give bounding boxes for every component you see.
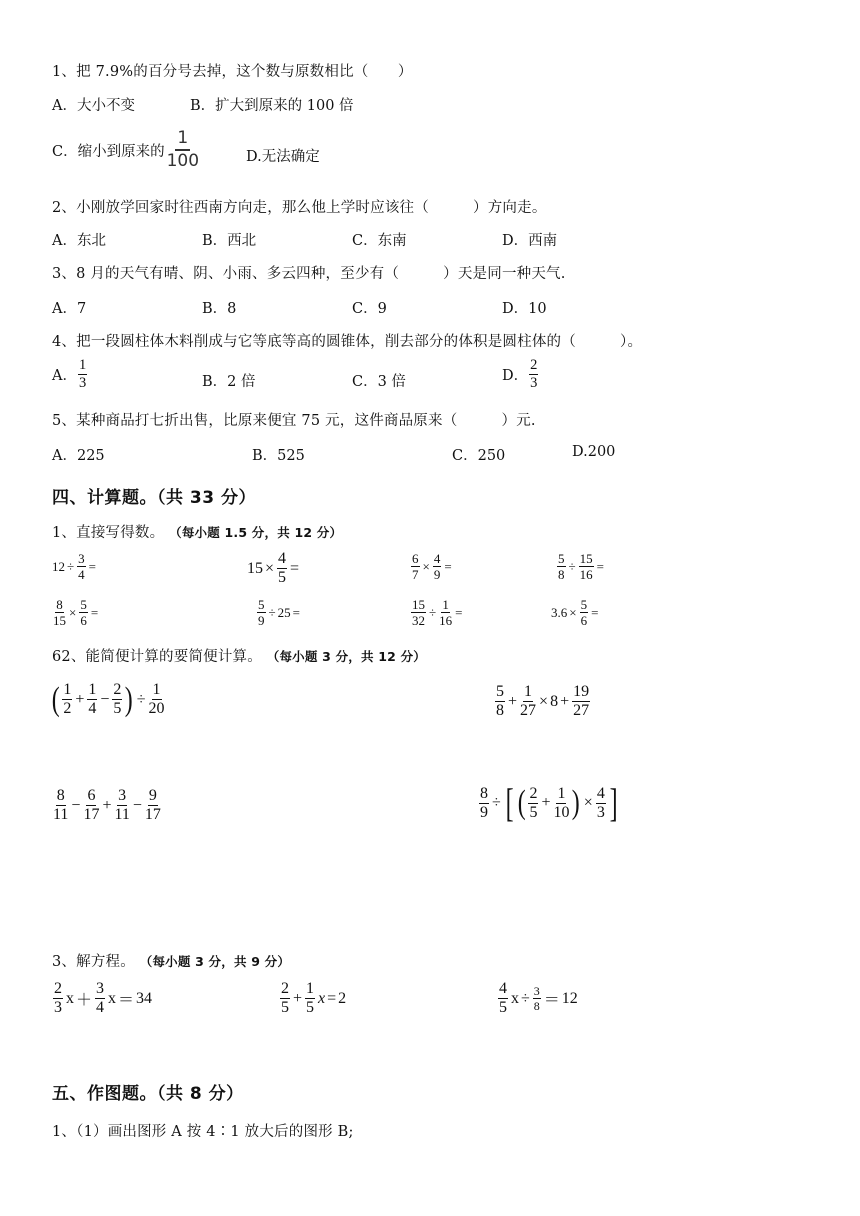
- q2-option-d: D．西南: [502, 233, 558, 249]
- part2-title-text: 62、能简便计算的要简便计算。: [52, 649, 262, 665]
- part3-title: [52, 950, 290, 971]
- q1-option-a: A．大小不变: [52, 98, 135, 114]
- calc-item-5: $\frac{8}{15}$ × $\frac{5}{6}$ =: [53, 597, 99, 628]
- simplify-item-4: $\frac{8}{9}$ ÷ [ ( $\frac{2}{5}$ + $\frac{1}{10}$ ) × $\frac{4}{3}$ ]: [480, 780, 618, 825]
- q4-option-b: B．2 倍: [202, 374, 256, 390]
- q4-stem: 4、把一段圆柱体木料削成与它等底等高的圆锥体，削去部分的体积是圆柱体的（ ）。: [52, 334, 643, 350]
- calc-item-6: $\frac{5}{9}$ ÷ 25 =: [258, 597, 300, 628]
- q3-option-a: A．7: [52, 301, 87, 317]
- q2-option-c: C．东南: [352, 233, 407, 249]
- part3-title-text: 3、解方程。: [52, 954, 135, 970]
- q2-option-b: B．西北: [202, 233, 257, 249]
- part2-title: [52, 645, 426, 666]
- q5-option-b: B．525: [252, 448, 305, 464]
- calc-item-7: $\frac{15}{32}$ ÷ $\frac{1}{16}$ =: [412, 597, 463, 628]
- q3-stem: 3、8 月的天气有晴、阴、小雨、多云四种，至少有（ ）天是同一种天气.: [52, 266, 566, 282]
- part1-title-text: 1、直接写得数。: [52, 525, 165, 541]
- q1-option-b: B．扩大到原来的 100 倍: [190, 98, 354, 114]
- q2-option-a: A．东北: [52, 233, 106, 249]
- calc-item-1: 12 ÷ $\frac{3}{4}$ =: [52, 551, 96, 582]
- q3-option-b: B．8: [202, 301, 237, 317]
- simplify-item-2: $\frac{5}{8}$ + $\frac{1}{27}$ × 8 + $\frac{19}{27}$: [496, 683, 590, 719]
- q2-stem: 2、小刚放学回家时往西南方向走，那么他上学时应该往（ ）方向走。: [52, 200, 547, 216]
- part1-title: [52, 521, 342, 542]
- q1-option-c-label: C．缩小到原来的: [52, 143, 165, 160]
- calc-item-4: $\frac{5}{8}$ ÷ $\frac{15}{16}$ =: [558, 551, 604, 582]
- simplify-item-3: $\frac{8}{11}$ − $\frac{6}{17}$ + $\frac{3}{11}$ − $\frac{9}{17}$: [53, 787, 161, 823]
- q4-option-d: [502, 358, 539, 390]
- part1-note: （每小题 1.5 分，共 12 分）: [169, 525, 343, 540]
- q3-option-c: C．9: [352, 301, 387, 317]
- q4-option-a-label: A．: [52, 367, 77, 384]
- q1-option-c: [52, 130, 199, 170]
- section5-q1: 1、（1）画出图形 A 按 4∶1 放大后的图形 B;: [52, 1124, 354, 1140]
- part2-note: （每小题 3 分，共 12 分）: [266, 649, 426, 664]
- q5-stem: 5、某种商品打七折出售，比原来便宜 75 元，这件商品原来（ ）元.: [52, 413, 536, 429]
- q1-option-c-fraction: $\frac{1}{100}$: [166, 128, 200, 171]
- equation-item-2: $\frac{2}{5}$ + $\frac{1}{5}$ x = 2: [281, 980, 347, 1016]
- q5-option-c: C．250: [452, 448, 506, 464]
- q1-option-d: D.无法确定: [246, 149, 320, 165]
- q5-option-a: A．225: [52, 448, 105, 464]
- section4-heading: 四、计算题。（共 33 分）: [52, 488, 256, 508]
- part3-note: （每小题 3 分，共 9 分）: [139, 954, 291, 969]
- q4-option-c: C．3 倍: [352, 374, 406, 390]
- q3-option-d: D．10: [502, 301, 547, 317]
- section5-heading: 五、作图题。（共 8 分）: [52, 1084, 244, 1104]
- calc-item-8: 3.6 × $\frac{5}{6}$ =: [551, 597, 599, 628]
- equation-item-1: $\frac{2}{3}$ x ＋ $\frac{3}{4}$ x ＝ 34: [54, 980, 153, 1016]
- calc-item-2: 15 × $\frac{4}{5}$ =: [247, 550, 300, 586]
- q1-stem: 1、把 7.9%的百分号去掉，这个数与原数相比（ ）: [52, 64, 413, 80]
- calc-item-3: $\frac{6}{7}$ × $\frac{4}{9}$ =: [412, 551, 452, 582]
- simplify-item-1: ( $\frac{1}{2}$ + $\frac{1}{4}$ − $\frac{2}{5}$ ) ÷ $\frac{1}{20}$: [51, 680, 165, 718]
- q4-option-a-fraction: $\frac{1}{3}$: [78, 357, 87, 391]
- q5-option-d: D.200: [572, 444, 616, 460]
- q4-option-d-fraction: $\frac{2}{3}$: [530, 357, 538, 391]
- q4-option-d-label: D．: [502, 367, 529, 384]
- q4-option-a: [52, 358, 88, 390]
- equation-item-3: $\frac{4}{5}$ x ÷ $\frac{3}{8}$ ＝ 12: [499, 980, 578, 1016]
